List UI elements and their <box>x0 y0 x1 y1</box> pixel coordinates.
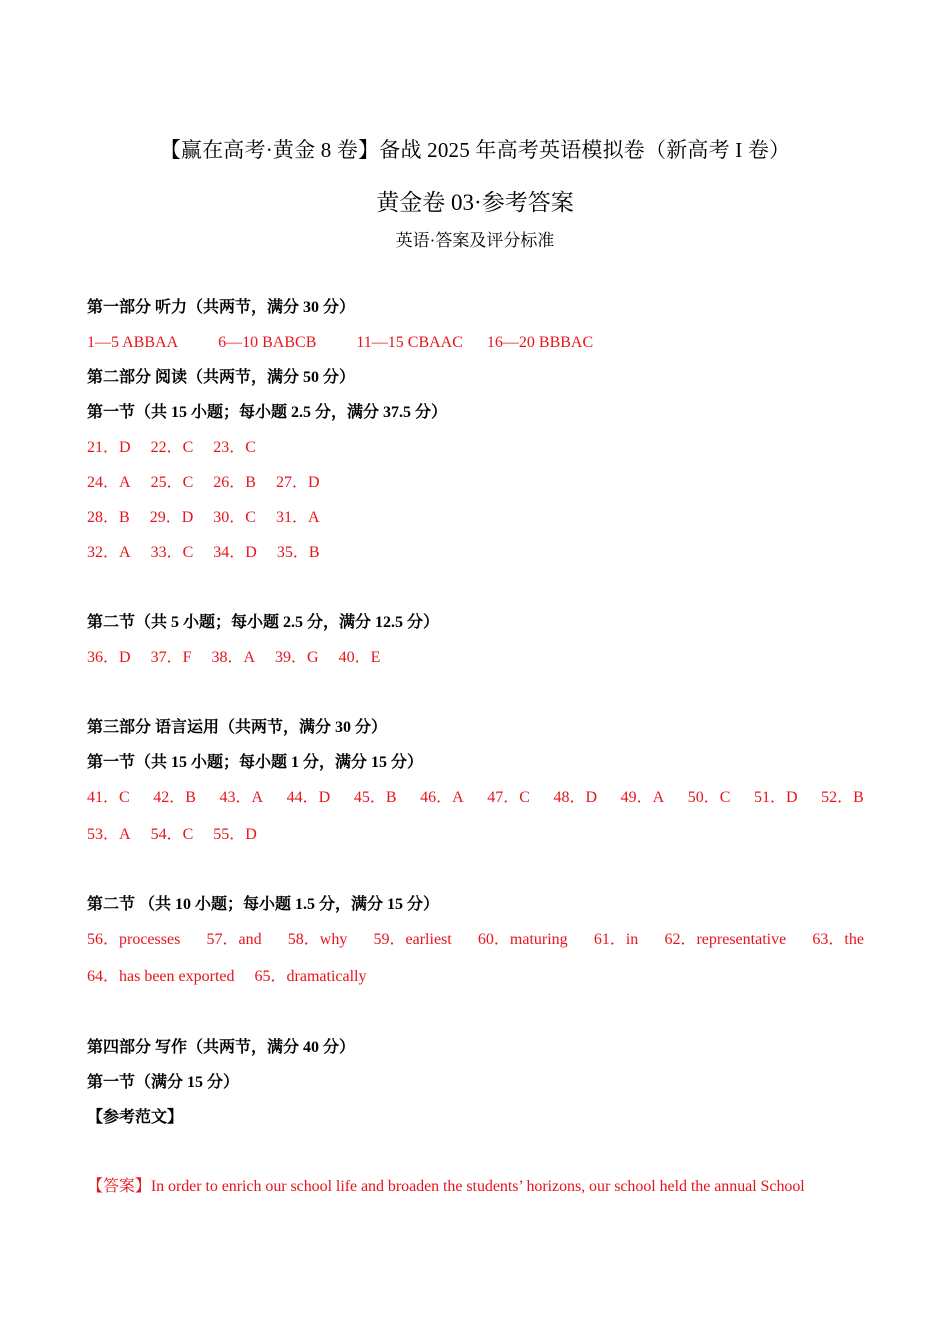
answer-row <box>87 473 340 493</box>
answer-tag: 【答案】 <box>87 1178 151 1195</box>
answer-group: 16—20 BBBAC <box>486 334 594 351</box>
answer-item: 55．D <box>213 826 257 843</box>
answer-item: 37．F <box>150 649 192 666</box>
answer-item: 29．D <box>149 509 194 526</box>
part1-heading: 第一部分 听力（共两节，满分 30 分） <box>87 299 356 316</box>
answer-item: 64．has been exported <box>87 968 235 985</box>
part3-section1-heading: 第一节（共 15 小题；每小题 1 分，满分 15 分） <box>87 754 424 771</box>
part2-section1-heading: 第一节（共 15 小题；每小题 2.5 分，满分 37.5 分） <box>87 404 448 421</box>
answer-row <box>87 508 340 528</box>
answer-item: 59．earliest <box>373 931 452 948</box>
answer-item: 51．D <box>754 789 798 806</box>
answer-item: 43．A <box>219 789 264 806</box>
answer-item: 23．C <box>213 439 256 456</box>
answer-item: 30．C <box>213 509 256 526</box>
answer-item: 26．B <box>213 474 256 491</box>
answer-item: 42．B <box>153 789 196 806</box>
document-subtitle: 黄金卷 03·参考答案 <box>376 190 574 215</box>
answer-group: 1—5 ABBAA <box>87 334 179 351</box>
answer-text: In order to enrich our school life and broaden the students’ horizons, our school held the annual School <box>150 1178 805 1195</box>
answer-item: 31．A <box>275 509 320 526</box>
answer-item: 33．C <box>150 544 194 561</box>
answer-row <box>87 825 277 845</box>
answer-item: 32．A <box>87 544 131 561</box>
answer-item: 25．C <box>150 474 194 491</box>
answer-item: 34．D <box>213 544 257 561</box>
answer-item: 50．C <box>687 789 731 806</box>
answer-row <box>87 438 276 458</box>
answer-item: 48．D <box>553 789 598 806</box>
answer-item: 22．C <box>150 439 194 456</box>
answer-item: 52．B <box>821 789 864 806</box>
part2-section2-heading: 第二节（共 5 小题；每小题 2.5 分，满分 12.5 分） <box>87 614 440 631</box>
answer-item: 38．A <box>211 649 256 666</box>
answer-item: 24．A <box>87 474 131 491</box>
answer-item: 54．C <box>150 826 194 843</box>
part2-heading: 第二部分 阅读（共两节，满分 50 分） <box>87 369 356 386</box>
answer-group: 6—10 BABCB <box>218 334 317 351</box>
answer-item: 53．A <box>87 826 131 843</box>
answer-item: 61．in <box>593 931 639 948</box>
document-title: 【赢在高考·黄金 8 卷】备战 2025 年高考英语模拟卷（新高考 I 卷） <box>159 138 791 162</box>
answer-item: 28．B <box>87 509 130 526</box>
document-subtitle-2: 英语·答案及评分标准 <box>395 231 555 250</box>
answer-item: 35．B <box>276 544 320 561</box>
answer-item: 39．G <box>275 649 319 666</box>
answer-item: 41．C <box>87 789 130 806</box>
sample-essay-label: 【参考范文】 <box>87 1109 184 1126</box>
answer-item: 57．and <box>206 931 262 948</box>
answer-row <box>87 967 386 987</box>
answer-row <box>87 788 864 808</box>
answer-item: 27．D <box>275 474 320 491</box>
answer-item: 36．D <box>87 649 131 666</box>
part3-heading: 第三部分 语言运用（共两节，满分 30 分） <box>87 719 388 736</box>
answer-item: 46．A <box>420 789 464 806</box>
answer-item: 47．C <box>487 789 530 806</box>
sample-answer-paragraph <box>87 1177 864 1197</box>
answer-group: 11—15 CBAAC <box>356 334 463 351</box>
part3-section2-heading: 第二节 （共 10 小题；每小题 1.5 分，满分 15 分） <box>87 896 440 913</box>
answer-item: 58．why <box>287 931 348 948</box>
answer-item: 62．representative <box>664 931 787 948</box>
answer-item: 60．maturing <box>477 931 568 948</box>
answer-item: 63．the <box>812 931 864 948</box>
answer-row <box>87 543 340 563</box>
answer-item: 21．D <box>87 439 131 456</box>
answer-item: 44．D <box>286 789 331 806</box>
part4-heading: 第四部分 写作（共两节，满分 40 分） <box>87 1039 356 1056</box>
answer-row <box>87 930 864 950</box>
answer-item: 56．processes <box>87 931 181 948</box>
answer-item: 45．B <box>353 789 397 806</box>
part1-answers <box>87 333 633 353</box>
answer-row <box>87 648 400 668</box>
part4-section1-heading: 第一节（满分 15 分） <box>87 1074 240 1091</box>
answer-item: 65．dramatically <box>254 968 367 985</box>
answer-item: 49．A <box>620 789 665 806</box>
answer-item: 40．E <box>338 649 381 666</box>
